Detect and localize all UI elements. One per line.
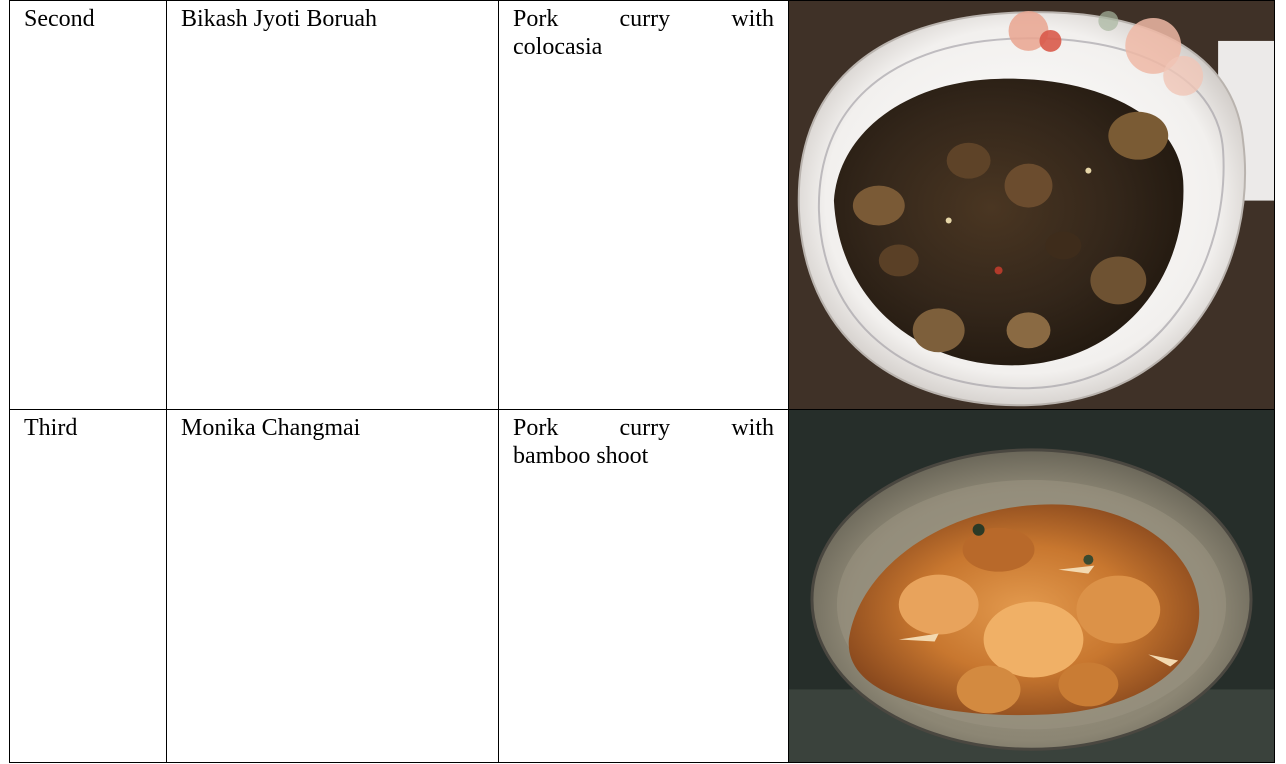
position-label: Third (24, 415, 78, 442)
pork-curry-bamboo-shoot-photo (789, 410, 1274, 762)
dish-word: with (731, 6, 774, 32)
photo-cell (789, 410, 1275, 763)
dish-word: with (731, 415, 774, 442)
photo-cell (789, 1, 1275, 410)
dish-name (499, 410, 788, 470)
pork-curry-colocasia-photo (789, 1, 1274, 409)
table-row (10, 1, 1275, 410)
results-table (9, 0, 1275, 763)
dish-cell (499, 1, 789, 410)
dish-name (499, 1, 788, 61)
table-row (10, 410, 1275, 763)
position-label: Second (24, 6, 95, 32)
position-cell (10, 410, 167, 763)
dish-cell (499, 410, 789, 763)
participant-name: Monika Changmai (181, 415, 361, 442)
name-cell (167, 1, 499, 410)
dish-line2: bamboo shoot (513, 443, 649, 470)
dish-word: curry (619, 415, 671, 442)
dish-word: curry (619, 6, 671, 32)
position-cell (10, 1, 167, 410)
dish-line2: colocasia (513, 34, 603, 60)
dish-word: Pork (513, 6, 559, 32)
dish-word: Pork (513, 415, 559, 442)
participant-name: Bikash Jyoti Boruah (181, 6, 377, 32)
name-cell (167, 410, 499, 763)
